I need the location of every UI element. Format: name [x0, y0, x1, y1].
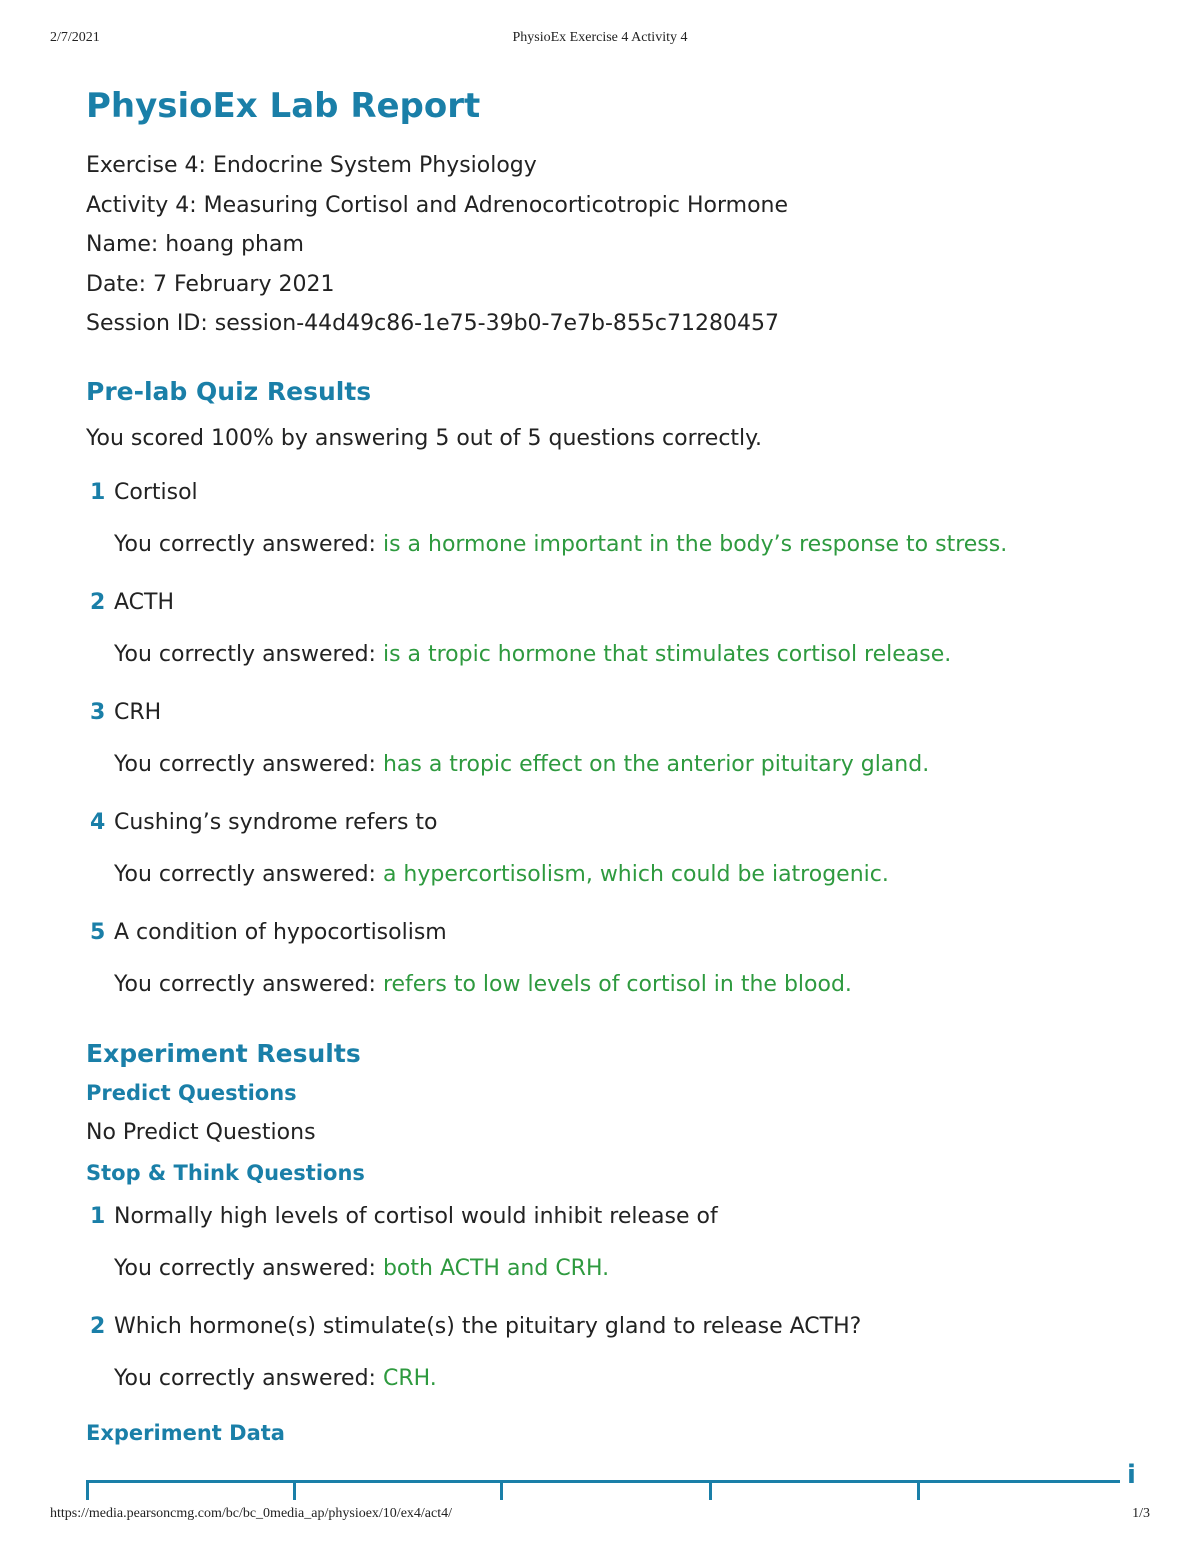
timeline-tick	[500, 1480, 503, 1500]
answer-label: You correctly answered:	[114, 861, 383, 887]
report-content	[86, 82, 1146, 1448]
timeline-tick	[293, 1480, 296, 1500]
question-text: ACTH	[114, 589, 175, 615]
question-text: CRH	[114, 699, 162, 725]
answer-label: You correctly answered:	[114, 1365, 383, 1391]
date-line: Date: 7 February 2021	[86, 271, 335, 297]
list-item	[86, 478, 1146, 560]
print-url: https://media.pearsoncmg.com/bc/bc_0media_ap/physioex/10/ex4/act4/	[50, 1506, 453, 1521]
question-text: Cortisol	[114, 479, 198, 505]
answer-text: is a tropic hormone that stimulates cortisol release.	[382, 641, 952, 667]
question-number: 2	[90, 589, 106, 615]
question-number: 5	[90, 919, 106, 945]
print-header	[50, 30, 1150, 50]
report-title: PhysioEx Lab Report	[86, 86, 481, 126]
question-number: 1	[90, 1203, 106, 1229]
stop-think-question-list	[86, 1202, 1146, 1394]
question-number: 4	[90, 809, 106, 835]
predict-heading: Predict Questions	[86, 1080, 297, 1105]
question-text: A condition of hypocortisolism	[114, 919, 447, 945]
question-number: 1	[90, 479, 106, 505]
answer-text: is a hormone important in the body’s response to stress.	[382, 531, 1008, 557]
answer-label: You correctly answered:	[114, 641, 383, 667]
info-icon[interactable]: i	[1127, 1460, 1136, 1490]
answer-text: CRH.	[382, 1365, 437, 1391]
name-line: Name: hoang pham	[86, 232, 304, 257]
exercise-line: Exercise 4: Endocrine System Physiology	[86, 153, 537, 178]
question-number: 3	[90, 699, 106, 725]
report-meta	[86, 146, 1146, 344]
predict-text: No Predict Questions	[86, 1119, 316, 1145]
answer-label: You correctly answered:	[114, 971, 383, 997]
answer-text: has a tropic effect on the anterior pituitary gland.	[382, 751, 930, 777]
prelab-score: You scored 100% by answering 5 out of 5 questions correctly.	[86, 425, 763, 451]
list-item	[86, 588, 1146, 670]
experiment-data-heading: Experiment Data	[86, 1420, 285, 1445]
list-item	[86, 698, 1146, 780]
stop-think-heading: Stop & Think Questions	[86, 1160, 365, 1185]
print-date: 2/7/2021	[50, 30, 100, 45]
question-text: Cushing’s syndrome refers to	[114, 809, 438, 835]
prelab-heading: Pre-lab Quiz Results	[86, 376, 372, 406]
timeline-tick	[709, 1480, 712, 1500]
list-item	[86, 918, 1146, 1000]
timeline-tick	[917, 1480, 920, 1500]
session-line: Session ID: session-44d49c86-1e75-39b0-7e7b-855c71280457	[86, 311, 779, 336]
question-text: Which hormone(s) stimulate(s) the pituitary gland to release ACTH?	[114, 1313, 862, 1339]
experiment-heading: Experiment Results	[86, 1038, 361, 1068]
list-item	[86, 1312, 1146, 1394]
answer-text: refers to low levels of cortisol in the blood.	[382, 971, 852, 997]
timeline-line	[86, 1480, 1120, 1483]
print-footer	[50, 1506, 1150, 1526]
answer-text: a hypercortisolism, which could be iatrogenic.	[382, 861, 889, 887]
print-title: PhysioEx Exercise 4 Activity 4	[512, 30, 688, 45]
question-number: 2	[90, 1313, 106, 1339]
page-number: 1/3	[1132, 1506, 1150, 1521]
answer-label: You correctly answered:	[114, 1255, 383, 1281]
prelab-question-list	[86, 478, 1146, 1000]
activity-line: Activity 4: Measuring Cortisol and Adrenocorticotropic Hormone	[86, 192, 789, 218]
list-item	[86, 1202, 1146, 1284]
question-text: Normally high levels of cortisol would inhibit release of	[114, 1203, 718, 1229]
timeline-tick	[86, 1480, 89, 1500]
answer-text: both ACTH and CRH.	[382, 1255, 610, 1281]
list-item	[86, 808, 1146, 890]
answer-label: You correctly answered:	[114, 531, 383, 557]
experiment-data-timeline	[86, 1476, 1120, 1500]
answer-label: You correctly answered:	[114, 751, 383, 777]
